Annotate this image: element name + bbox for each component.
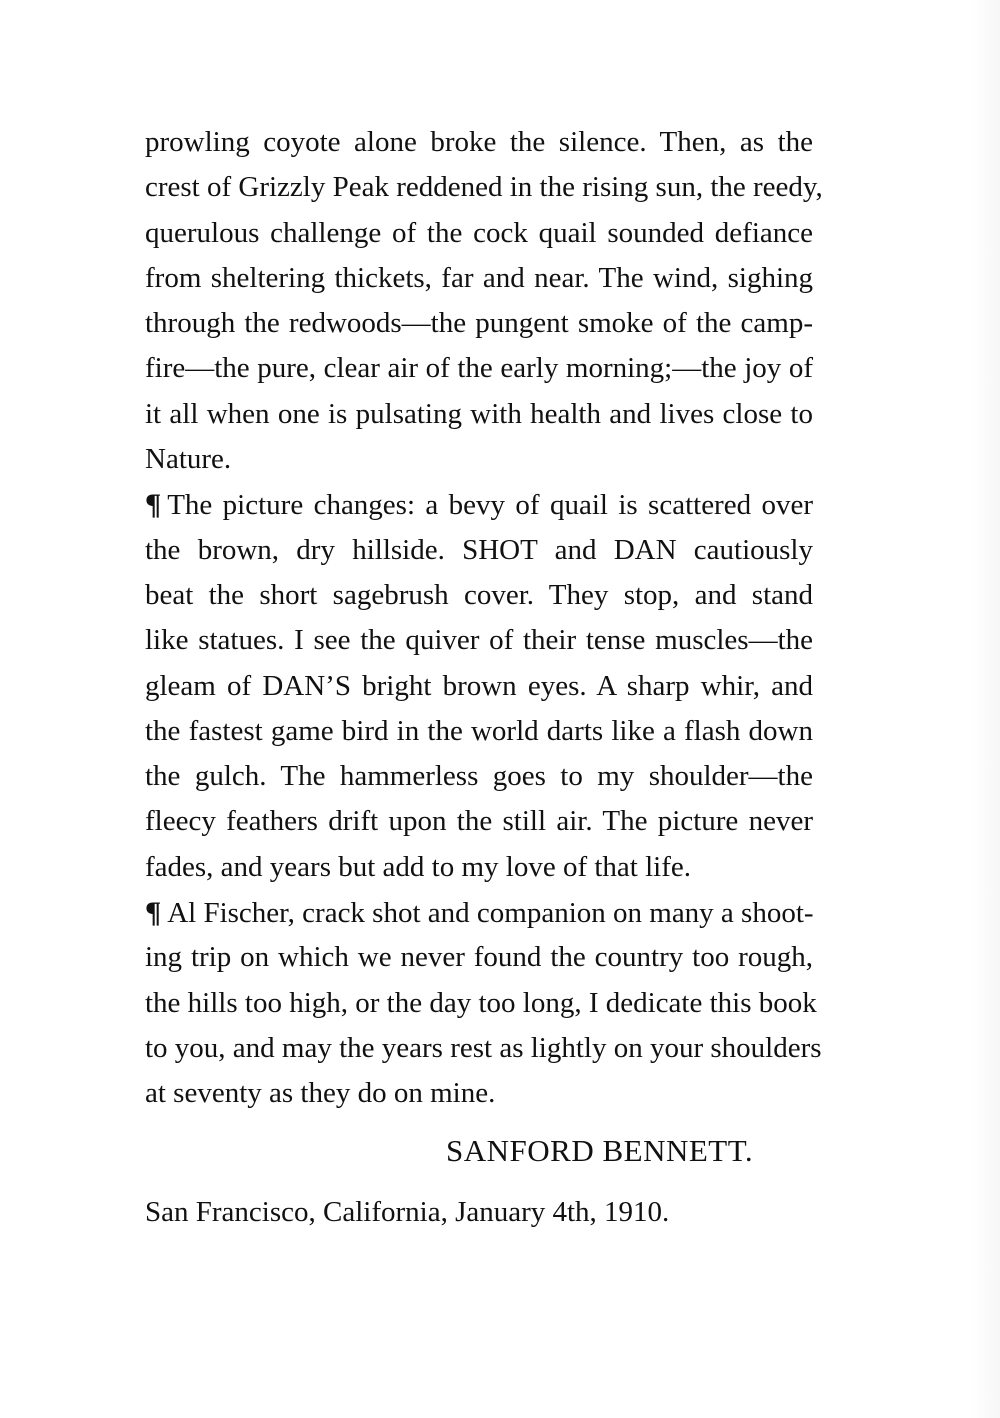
- pilcrow-icon: ¶: [145, 896, 162, 930]
- text-line: to you, and may the years rest as lightly on your shoulders: [145, 1031, 822, 1064]
- text-line: like statues. I see the quiver of their tense muscles—the: [145, 624, 813, 657]
- text-line: fleecy feathers drift upon the still air. The picture never: [145, 805, 813, 838]
- dateline: San Francisco, California, January 4th, 1910.: [145, 1196, 670, 1228]
- text-line: the gulch. The hammerless goes to my shoulder—the: [145, 760, 813, 793]
- text-line: beat the short sagebrush cover. They stop, and stand: [145, 578, 813, 611]
- text-line-with-pilcrow: [145, 482, 813, 527]
- text-line: ing trip on which we never found the country too rough,: [145, 941, 813, 974]
- text-line: the fastest game bird in the world darts like a flash down: [145, 714, 813, 747]
- text-line: the brown, dry hillside. SHOT and DAN cautiously: [145, 533, 813, 566]
- text-line: gleam of DAN’S bright brown eyes. A sharp whir, and: [145, 669, 813, 702]
- text-line: through the redwoods—the pungent smoke of the camp-: [145, 307, 813, 340]
- text-line: Nature.: [145, 443, 232, 476]
- text-line: prowling coyote alone broke the silence. Then, as the: [145, 126, 813, 158]
- text-line: the hills too high, or the day too long, I dedicate this book: [145, 986, 817, 1019]
- signature: SANFORD BENNETT.: [446, 1133, 754, 1168]
- text-span: The picture changes: a bevy of quail is scattered over: [167, 489, 813, 522]
- text-line: crest of Grizzly Peak reddened in the rising sun, the reedy,: [145, 171, 823, 204]
- text-line: from sheltering thickets, far and near. The wind, sighing: [145, 261, 813, 294]
- text-line: querulous challenge of the cock quail sounded defiance: [145, 216, 813, 249]
- pilcrow-icon: ¶: [145, 488, 162, 522]
- text-span: Al Fischer, crack shot and companion on many a shoot-: [167, 897, 814, 930]
- paragraph-1: [145, 120, 823, 482]
- paragraph-2: [145, 482, 813, 890]
- text-line-with-pilcrow: [145, 890, 813, 935]
- text-line: fire—the pure, clear air of the early morning;—the joy of: [145, 352, 813, 385]
- text-line: at seventy as they do on mine.: [145, 1077, 496, 1110]
- page-edge-shade: [970, 0, 1000, 1418]
- text-line: fades, and years but add to my love of that life.: [145, 850, 692, 883]
- paragraph-3: [145, 890, 822, 1116]
- dedication-text: [145, 120, 823, 1117]
- text-line: it all when one is pulsating with health and lives close to: [145, 397, 813, 430]
